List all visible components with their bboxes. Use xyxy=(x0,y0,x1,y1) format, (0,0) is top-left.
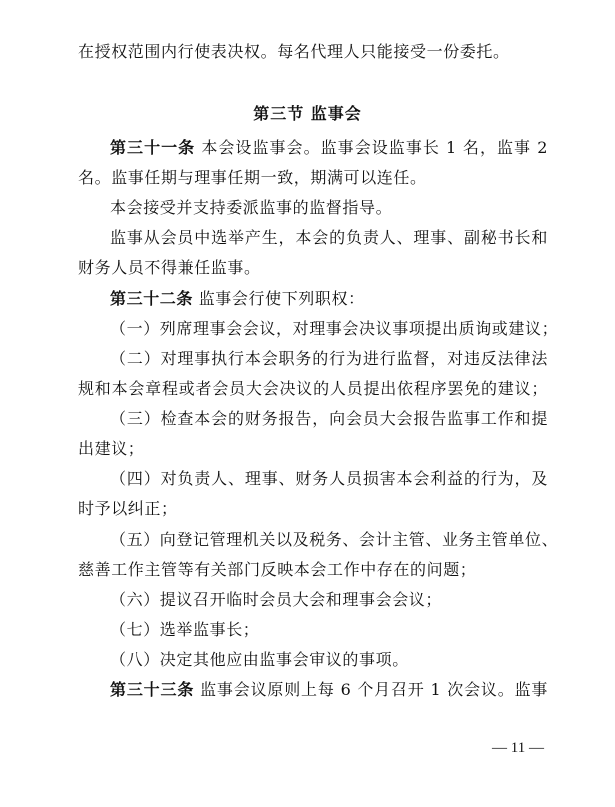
list-item-1: （一）列席理事会会议，对理事会决议事项提出质询或建议； xyxy=(110,319,559,338)
list-item-8: （八）决定其他应由监事会审议的事项。 xyxy=(110,650,409,669)
article-33-label: 第三十三条 xyxy=(110,680,195,699)
article-33-line xyxy=(110,680,548,700)
section-title: 第三节 监事会 xyxy=(253,104,362,123)
article-31-text: 本会设监事会。监事会设监事长 1 名，监事 2 xyxy=(201,138,548,157)
paragraph-line: 名。监事任期与理事任期一致，期满可以连任。 xyxy=(78,168,427,187)
article-32-line xyxy=(110,289,548,309)
list-item-6: （六）提议召开临时会员大会和理事会会议； xyxy=(110,590,443,609)
list-item-3: （三）检查本会的财务报告，向会员大会报告监事工作和提 xyxy=(110,409,548,428)
list-item-5: （五）向登记管理机关以及税务、会计主管、业务主管单位、 xyxy=(110,530,559,549)
article-33-text: 监事会议原则上每 6 个月召开 1 次会议。监事 xyxy=(200,680,548,699)
paragraph-line: 财务人员不得兼任监事。 xyxy=(78,258,261,277)
paragraph-line: 时予以纠正； xyxy=(78,499,178,518)
paragraph-line: 在授权范围内行使表决权。每名代理人只能接受一份委托。 xyxy=(78,42,510,61)
paragraph-line: 本会接受并支持委派监事的监督指导。 xyxy=(110,198,393,217)
article-31-label: 第三十一条 xyxy=(110,138,196,157)
paragraph-line: 监事从会员中选举产生，本会的负责人、理事、副秘书长和 xyxy=(110,228,548,247)
article-32-label: 第三十二条 xyxy=(110,289,194,308)
list-item-7: （七）选举监事长； xyxy=(110,620,260,639)
list-item-2: （二）对理事执行本会职务的行为进行监督，对违反法律法 xyxy=(110,349,548,368)
paragraph-line: 出建议； xyxy=(78,439,145,458)
article-32-text: 监事会行使下列职权： xyxy=(198,289,365,308)
paragraph-line: 慈善工作主管等有关部门反映本会工作中存在的问题； xyxy=(78,560,477,579)
article-31-line xyxy=(110,138,548,158)
list-item-4: （四）对负责人、理事、财务人员损害本会利益的行为，及 xyxy=(110,469,548,488)
page-number: — 11 — xyxy=(492,740,544,756)
paragraph-line: 规和本会章程或者会员大会决议的人员提出依程序罢免的建议； xyxy=(78,379,548,398)
